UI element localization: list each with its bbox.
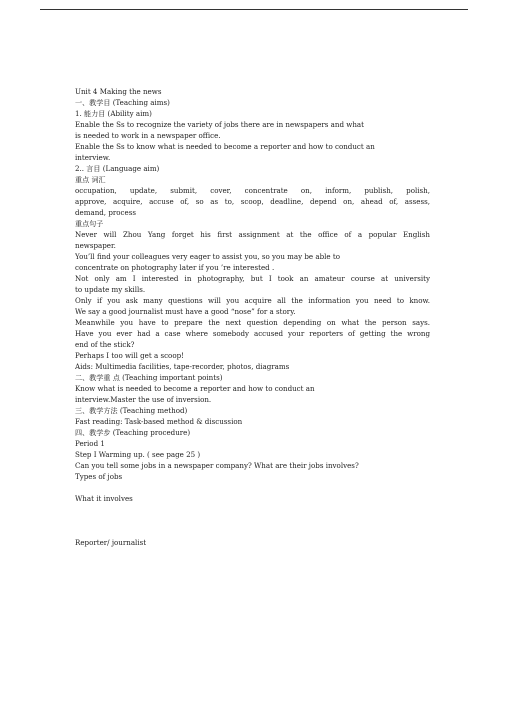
text-line: Not only am I interested in photography, but I took an amateur course at university	[75, 274, 430, 283]
text-line: 重点句子	[75, 219, 104, 228]
text-line: Perhaps I too will get a scoop!	[75, 351, 184, 360]
document-body	[75, 86, 430, 548]
text-line: approve, acquire, accuse of, so as to, scoop, deadline, depend on, ahead of, assess,	[75, 197, 430, 206]
text-line: Types of jobs	[75, 472, 123, 481]
text-line: 2.. 言目 (Language aim)	[75, 164, 160, 173]
text-line: Enable the Ss to know what is needed to become a reporter and how to conduct an	[75, 142, 375, 151]
text-line: Period 1	[75, 439, 105, 448]
text-line: Step I Warming up. ( see page 25 )	[75, 450, 201, 459]
text-line: Know what is needed to become a reporter and how to conduct an	[75, 384, 315, 393]
text-line: Never will Zhou Yang forget his first assignment at the office of a popular English	[75, 230, 430, 239]
text-line: Can you tell some jobs in a newspaper company? What are their jobs involves?	[75, 461, 359, 470]
text-line: demand, process	[75, 208, 136, 217]
text-line: Enable the Ss to recognize the variety of jobs there are in newspapers and what	[75, 120, 364, 129]
text-line: Fast reading: Task-based method & discussion	[75, 417, 243, 426]
text-line: concentrate on photography later if you ’re interested .	[75, 263, 275, 272]
table-row-reporter: Reporter/ journalist	[75, 538, 147, 547]
text-line: to update my skills.	[75, 285, 146, 294]
text-line: 四、教学步 (Teaching procedure)	[75, 428, 191, 437]
text-line: We say a good journalist must have a good “nose” for a story.	[75, 307, 296, 316]
text-line: interview.	[75, 153, 111, 162]
document-lines	[75, 97, 430, 482]
table-header-what-it-involves: What it involves	[75, 494, 133, 503]
text-line: newspaper.	[75, 241, 116, 250]
text-line: Have you ever had a case where somebody accused your reporters of getting the wrong	[75, 329, 430, 338]
unit-title: Unit 4 Making the news	[75, 87, 162, 96]
text-line: occupation, update, submit, cover, concentrate on, inform, publish, polish,	[75, 186, 430, 195]
text-line: end of the stick?	[75, 340, 135, 349]
text-line: 重点 词汇	[75, 175, 106, 184]
text-line: interview.Master the use of inversion.	[75, 395, 212, 404]
text-line: 1. 能力目 (Ability aim)	[75, 109, 152, 118]
page-top-rule	[40, 9, 468, 10]
text-line: is needed to work in a newspaper office.	[75, 131, 221, 140]
text-line: Only if you ask many questions will you acquire all the information you need to know.	[75, 296, 430, 305]
text-line: 二、教学重 点 (Teaching important points)	[75, 373, 223, 382]
text-line: You’ll find your colleagues very eager to assist you, so you may be able to	[75, 252, 340, 261]
text-line: Aids: Multimedia facilities, tape-recorder, photos, diagrams	[75, 362, 290, 371]
text-line: 三、教学方法 (Teaching method)	[75, 406, 188, 415]
text-line: 一、教学目 (Teaching aims)	[75, 98, 170, 107]
text-line: Meanwhile you have to prepare the next question depending on what the person says.	[75, 318, 430, 327]
